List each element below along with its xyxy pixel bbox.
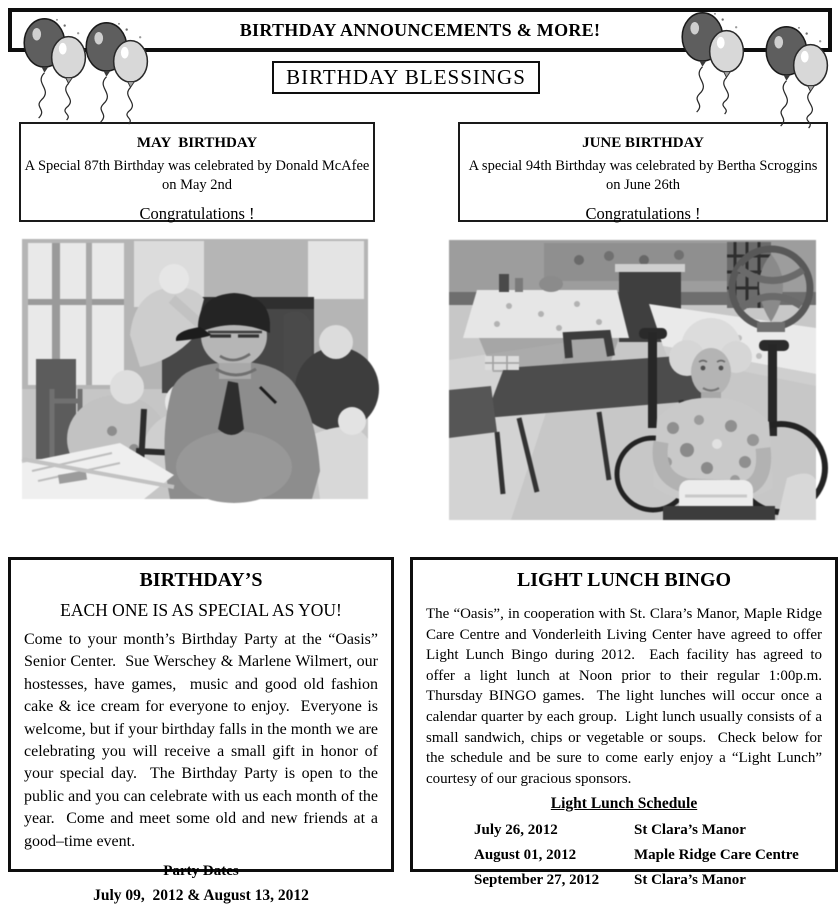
balloon-pair-icon — [680, 8, 748, 114]
june-announcement-box — [458, 122, 828, 222]
birthdays-subtitle: EACH ONE IS AS SPECIAL AS YOU! — [60, 600, 342, 620]
balloon-pair-icon — [22, 14, 90, 120]
may-title: MAY BIRTHDAY — [136, 135, 258, 151]
may-line2: on May 2nd — [161, 176, 233, 193]
june-line1: A special 94th Birthday was celebrated by Bertha Scroggins — [468, 158, 818, 174]
may-announcement-box — [19, 122, 375, 222]
schedule-date: July 26, 2012 — [474, 822, 558, 839]
schedule-venue: St Clara’s Manor — [634, 872, 746, 889]
birthdays-title: BIRTHDAY’S — [139, 569, 263, 591]
may-congrats: Congratulations ! — [139, 203, 255, 223]
schedule-date: September 27, 2012 — [474, 872, 600, 889]
may-line1: A Special 87th Birthday was celebrated by Donald McAfee — [24, 158, 370, 174]
bingo-body: The “Oasis”, in cooperation with St. Clara’s Manor, Maple Ridge Care Centre and Vonderleith Living Center have agreed to offer Light Lunch Bingo during 2012. Each facility has agreed to offer a light lunch at Noon prior to their regular 1:00p.m. Thursday BINGO games. The light lunches will occur once a calendar quarter by each group. Light lunch usually consists of a small sandwich, chips or vegetable or soups. Check below for the schedule and be sure to come early enjoy a “Light Lunch” courtesy of our gracious sponsors. — [426, 606, 837, 787]
june-line2: on June 26th — [605, 176, 681, 193]
balloon-pair-icon — [84, 18, 152, 124]
schedule-venue: St Clara’s Manor — [634, 822, 746, 839]
june-birthday-photo — [449, 240, 816, 520]
june-title: JUNE BIRTHDAY — [582, 135, 704, 151]
balloon-pair-icon — [764, 22, 832, 128]
blessings-box — [272, 61, 540, 94]
party-dates: July 09, 2012 & August 13, 2012 — [93, 887, 309, 905]
june-congrats: Congratulations ! — [585, 203, 701, 223]
schedule-venue: Maple Ridge Care Centre — [634, 847, 799, 864]
may-birthday-photo — [22, 239, 368, 499]
birthdays-body: Come to your month’s Birthday Party at the “Oasis” Senior Center. Sue Werschey & Marlene Wilmert, our hostesses, have games, music and good old fashion cake & ice cream for everyone to enjoy. Everyone is welcome, but if your birthday falls in the month we are celebrating you will receive a small gift in honor of your special day. The Birthday Party is open to the public and you can celebrate with us each month of the year. Come and meet some old and new friends at a good–time event. — [24, 631, 382, 850]
schedule-date: August 01, 2012 — [474, 847, 577, 864]
party-dates-label: Party Dates — [163, 863, 239, 880]
birthdays-box — [8, 557, 394, 905]
blessings-title: BIRTHDAY BLESSINGS — [286, 65, 526, 89]
bingo-title: LIGHT LUNCH BINGO — [516, 569, 732, 591]
banner-title: BIRTHDAY ANNOUNCEMENTS & MORE! — [239, 19, 601, 40]
light-lunch-bingo-box — [410, 557, 838, 889]
schedule-title: Light Lunch Schedule — [550, 795, 698, 813]
schedule-table — [474, 822, 822, 889]
